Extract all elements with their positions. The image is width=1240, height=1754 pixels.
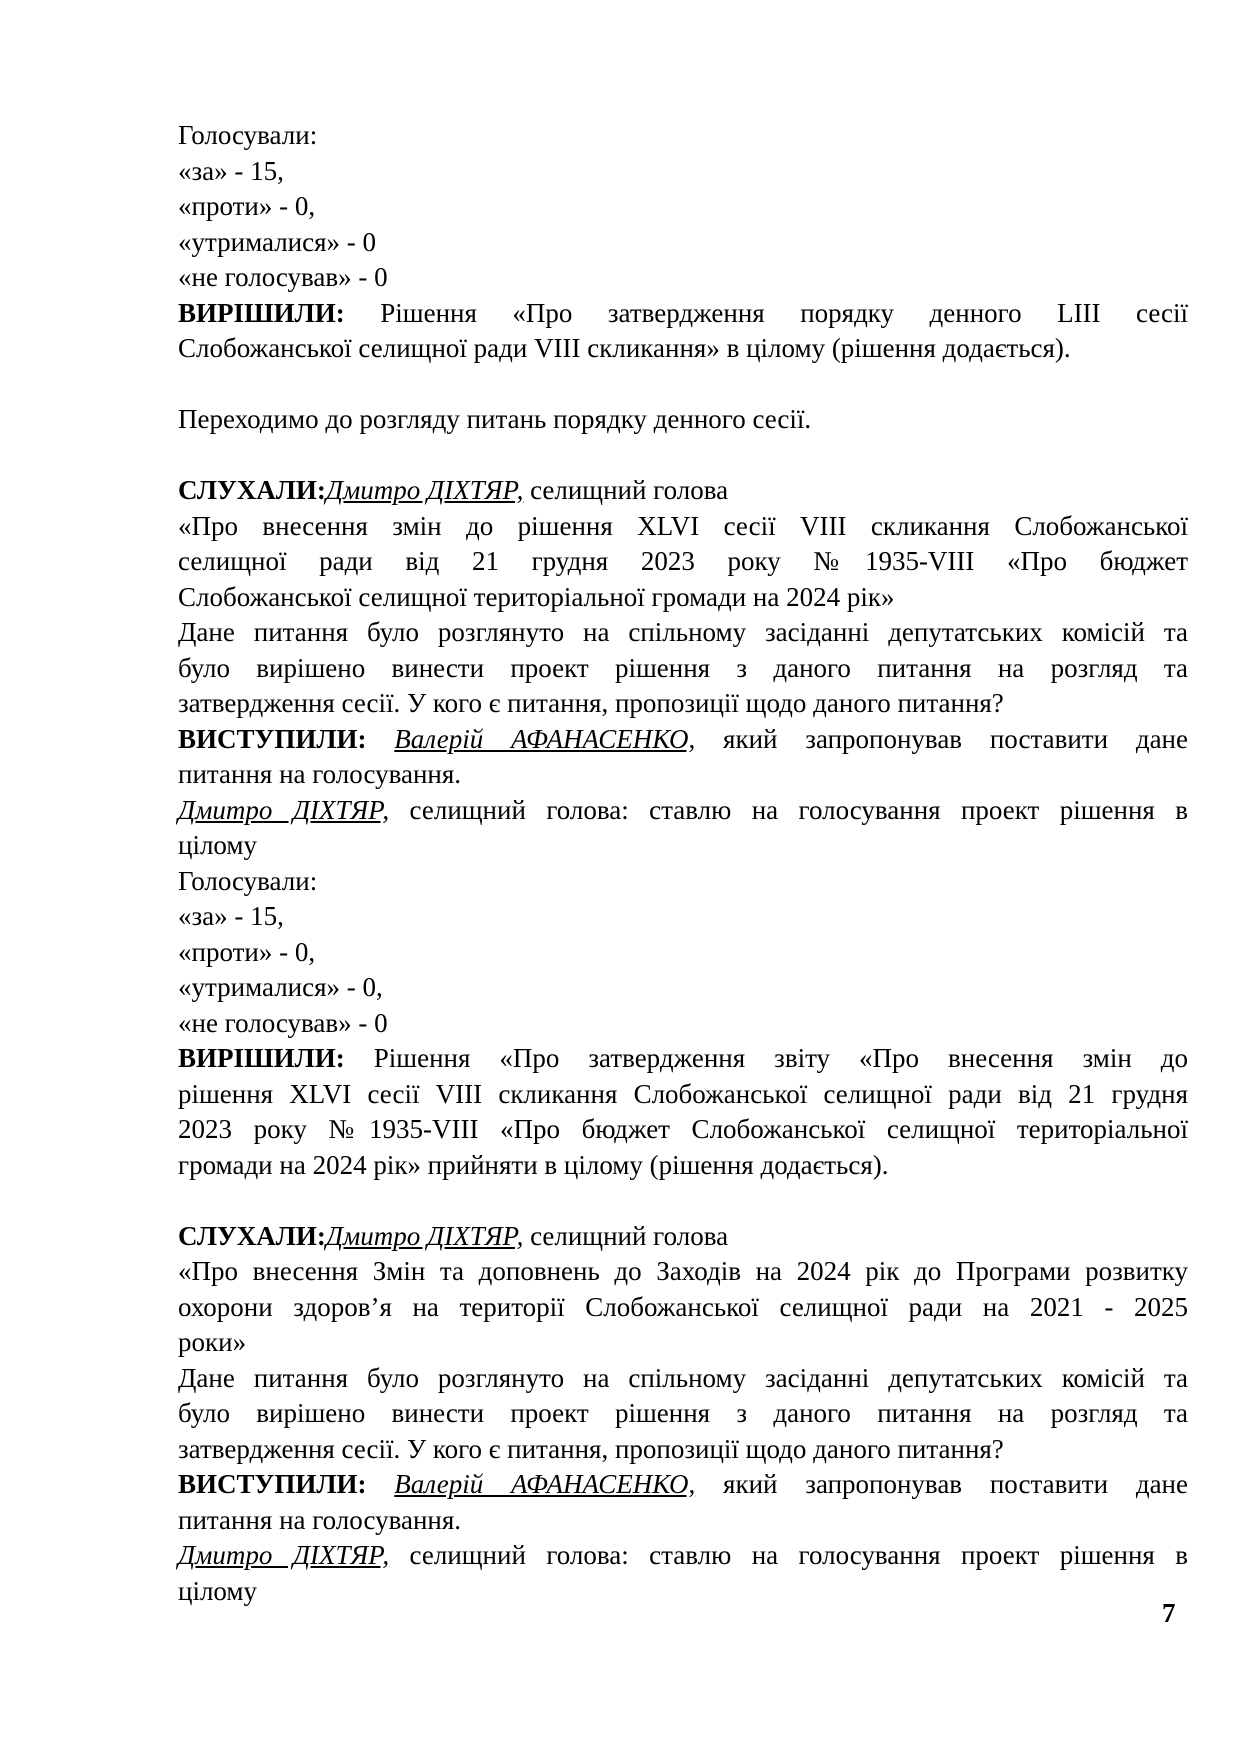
vote-not-voted: «не голосував» - 0: [178, 1007, 388, 1038]
voted-label: Голосували:: [178, 865, 318, 896]
agenda-title: селищної ради від 21 грудня 2023 року №1935-VIII «Про бюджет: [178, 546, 1188, 576]
chair-line: цілому: [178, 830, 257, 860]
spoke-label: ВИСТУПИЛИ:: [178, 723, 367, 754]
agenda-title: «Про внесення змін до рішення XLVI сесії VIII скликання Слобожанської: [178, 510, 1188, 541]
vote-abstain: «утрималися» - 0: [178, 226, 377, 257]
decision-line: Слобожанської селищної ради VIII скликання» в цілому (рішення додається).: [178, 333, 1071, 363]
transition-text: Переходимо до розгляду питань порядку денного сесії.: [178, 404, 812, 434]
chair-line: цілому: [178, 1575, 257, 1606]
agenda-title: «Про внесення Змін та доповнень до Заходів на 2024 рік до Програми розвитку: [178, 1256, 1188, 1286]
spoke-line: ВИСТУПИЛИ: Валерій АФАНАСЕНКО, який запропонував поставити дане: [178, 723, 1188, 754]
vote-for: «за» - 15,: [178, 901, 284, 931]
decision-line: ВИРІШИЛИ: Рішення «Про затвердження звіту «Про внесення змін до: [178, 1043, 1188, 1073]
heard-line: СЛУХАЛИ:Дмитро ДІХТЯР, селищний голова: [178, 475, 729, 505]
decided-label: ВИРІШИЛИ:: [178, 1043, 345, 1073]
speaker-name: Валерій АФАНАСЕНКО,: [394, 723, 696, 754]
decision-line: 2023 року №1935-VIII «Про бюджет Слобожанської селищної територіальної: [178, 1114, 1188, 1144]
heard-line: СЛУХАЛИ:Дмитро ДІХТЯР, селищний голова: [178, 1220, 729, 1251]
speaker-name: Дмитро ДІХТЯР,: [325, 475, 524, 505]
document-page: [178, 118, 1188, 1609]
spoke-label: ВИСТУПИЛИ:: [178, 1469, 367, 1499]
chair-line: Дмитро ДІХТЯР, селищний голова: ставлю на голосування проект рішення в: [178, 794, 1188, 825]
description-line: затвердження сесії. У кого є питання, пропозиції щодо даного питання?: [178, 1433, 1004, 1464]
spoke-line: питання на голосування.: [178, 1504, 462, 1535]
decision-line: громади на 2024 рік» прийняти в цілому (рішення додається).: [178, 1149, 889, 1180]
page-number: 7: [1162, 1598, 1176, 1628]
speaker-name: Дмитро ДІХТЯР,: [325, 1220, 524, 1251]
speaker-name: Дмитро ДІХТЯР,: [178, 1540, 390, 1570]
vote-against: «проти» - 0,: [178, 936, 316, 967]
decision-line: рішення XLVI сесії VIII скликання Слобожанської селищної ради від 21 грудня: [178, 1078, 1188, 1109]
heard-label: СЛУХАЛИ:: [178, 475, 326, 505]
vote-for: «за» - 15,: [178, 155, 284, 186]
decision-line: ВИРІШИЛИ: Рішення «Про затвердження порядку денного LIII сесії: [178, 297, 1188, 328]
vote-against: «проти» - 0,: [178, 191, 316, 221]
chair-line: Дмитро ДІХТЯР, селищний голова: ставлю на голосування проект рішення в: [178, 1540, 1188, 1570]
speaker-name: Дмитро ДІХТЯР,: [178, 794, 390, 825]
vote-not-voted: «не голосував» - 0: [178, 262, 388, 292]
voted-label: Голосували:: [178, 120, 318, 150]
description-line: затвердження сесії. У кого є питання, пропозиції щодо даного питання?: [178, 688, 1004, 718]
vote-abstain: «утрималися» - 0,: [178, 972, 383, 1002]
agenda-title: охорони здоров’я на території Слобожанської селищної ради на 2021 - 2025: [178, 1291, 1188, 1322]
agenda-title: роки»: [178, 1327, 247, 1357]
description-line: Дане питання було розглянуто на спільному засіданні депутатських комісій та: [178, 617, 1188, 647]
spoke-line: питання на голосування.: [178, 759, 462, 789]
description-line: Дане питання було розглянуто на спільному засіданні депутатських комісій та: [178, 1362, 1188, 1393]
heard-label: СЛУХАЛИ:: [178, 1220, 326, 1251]
decided-label: ВИРІШИЛИ:: [178, 297, 345, 328]
spoke-line: ВИСТУПИЛИ: Валерій АФАНАСЕНКО, який запропонував поставити дане: [178, 1469, 1188, 1499]
speaker-name: Валерій АФАНАСЕНКО,: [394, 1469, 696, 1499]
description-line: було вирішено винести проект рішення з даного питання на розгляд та: [178, 652, 1188, 683]
agenda-title: Слобожанської селищної територіальної громади на 2024 рік»: [178, 581, 895, 612]
description-line: було вирішено винести проект рішення з даного питання на розгляд та: [178, 1398, 1188, 1428]
